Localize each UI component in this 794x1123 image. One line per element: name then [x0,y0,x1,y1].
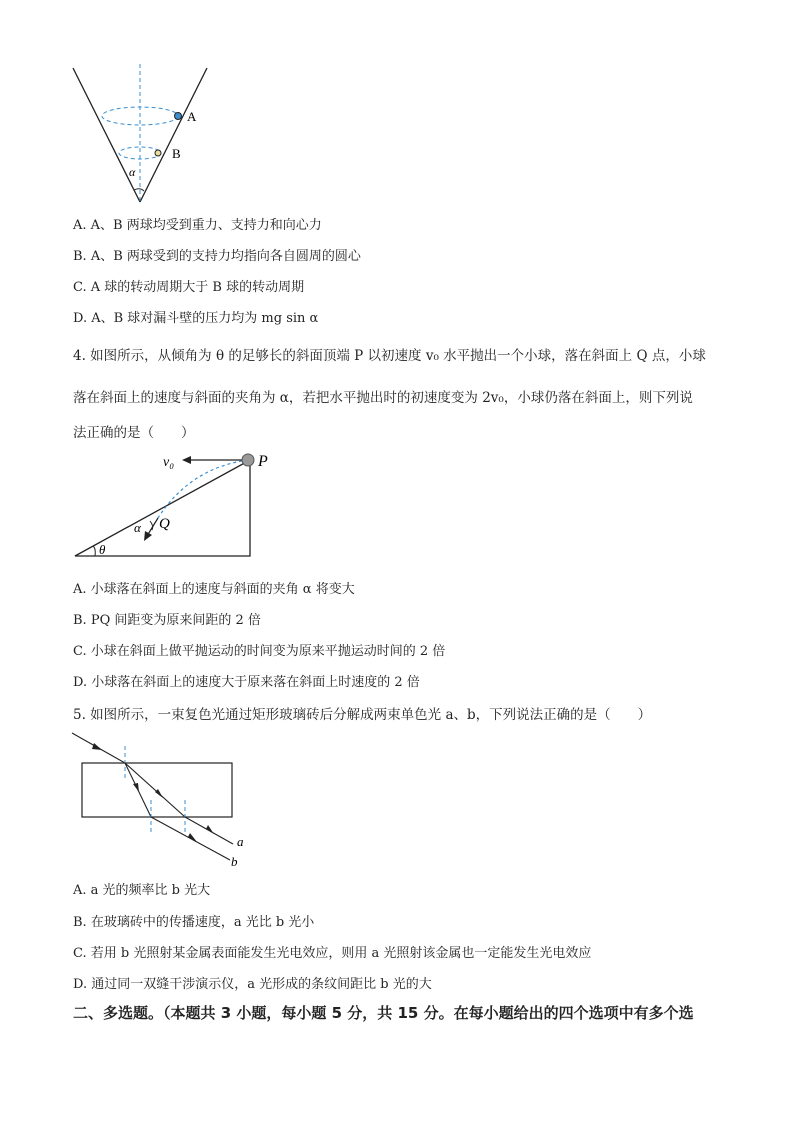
angle-arc [134,189,144,191]
q5-stem-line1: 5. 如图所示，一束复色光通过矩形玻璃砖后分解成两束单色光 a、b，下列说法正确的是（ ） [73,707,652,723]
q4-option-b: B. PQ 间距变为原来间距的 2 倍 [73,613,261,628]
velocity-arrowhead [144,531,152,541]
q3-option-b: B. A、B 两球受到的支持力均指向各自圆周的圆心 [73,249,361,264]
funnel-right-wall [140,68,207,202]
glass-slab-figure [70,728,270,868]
theta-arc [93,546,95,556]
funnel-figure [60,60,220,210]
ball-b [155,150,161,156]
arrow-inside-b [133,783,139,792]
q4-option-a: A. 小球落在斜面上的速度与斜面的夹角 α 将变大 [73,582,355,597]
arrow-exit-a [206,825,214,834]
label-alpha-2: α [134,520,141,535]
label-alpha: α [129,165,136,179]
label-ray-a: a [237,834,244,849]
q4-stem-line2: 落在斜面上的速度与斜面的夹角为 α，若把水平抛出时的初速度变为 2v₀，小球仍落在斜面上，则下列说 [73,390,693,406]
section-heading-multiple-choice: 二、多选题。（本题共 3 小题，每小题 5 分，共 15 分。在每小题给出的四个选项中有多个选 [73,1004,694,1022]
ball-a [175,113,182,120]
label-b: B [172,146,181,161]
q4-stem-line3: 法正确的是（ ） [73,425,195,441]
label-v0: v₀ [163,455,175,470]
q5-option-c: C. 若用 b 光照射某金属表面能发生光电效应，则用 a 光照射该金属也一定能发生光电效应 [73,946,592,961]
q4-option-d: D. 小球落在斜面上的速度大于原来落在斜面上时速度的 2 倍 [73,675,420,690]
q3-option-c: C. A 球的转动周期大于 B 球的转动周期 [73,280,305,295]
arrow-exit-b [188,833,197,842]
q5-option-a: A. a 光的频率比 b 光大 [73,883,211,898]
ray-a-inside [125,763,185,817]
label-q: Q [159,516,170,532]
ball-p [242,454,254,466]
q5-option-b: B. 在玻璃砖中的传播速度，a 光比 b 光小 [73,915,315,930]
label-ray-b: b [231,854,238,869]
ray-b-exit [151,817,230,860]
q4-stem-line1: 4. 如图所示，从倾角为 θ 的足够长的斜面顶端 P 以初速度 v₀ 水平抛出一个小球，落在斜面上 Q 点，小球 [73,348,706,364]
v0-arrowhead [182,456,191,464]
label-p: P [258,453,268,470]
q4-option-c: C. 小球在斜面上做平抛运动的时间变为原来平抛运动时间的 2 倍 [73,644,446,659]
label-theta: θ [99,542,106,557]
q5-option-d: D. 通过同一双缝干涉演示仪，a 光形成的条纹间距比 b 光的大 [73,977,432,992]
q3-option-a: A. A、B 两球均受到重力、支持力和向心力 [73,218,322,233]
funnel-left-wall [73,68,140,202]
q3-option-d: D. A、B 球对漏斗壁的压力均为 mg sin α [73,311,319,326]
label-a: A [187,109,197,124]
incident-arrowhead [92,743,102,750]
incline-figure [70,448,290,563]
